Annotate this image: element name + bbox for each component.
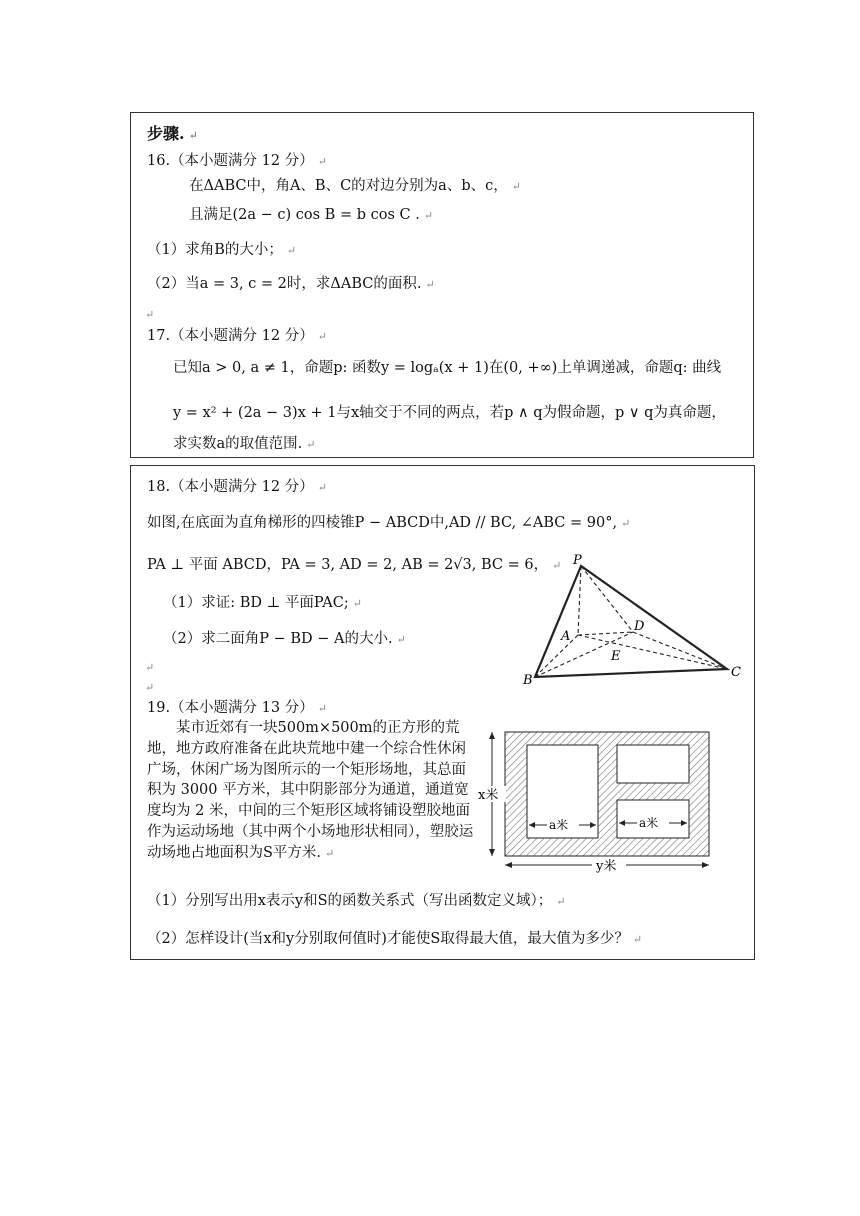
q18-line2: PA ⊥ 平面 ABCD，PA = 3, AD = 2, AB = 2√3, BC = 6， ↵ (147, 557, 562, 573)
q18-header: 18.（本小题满分 12 分） ↵ (147, 479, 327, 495)
problem-box-2 (130, 465, 755, 960)
steps-label: 步骤. ↵ (147, 124, 198, 143)
para-mark: ↵ (145, 681, 155, 694)
label-x: x米 (478, 788, 499, 803)
q19-paragraph: 某市近郊有一块500m×500m的正方形的荒地，地方政府准备在此块荒地中建一个综合性休闲广场，休闲广场为图所示的一个矩形场地，其总面积为 3000 平方米，其中阴影部分为通道，通道宽度均为 2 米，中间的三个矩形区域将铺设塑胶地面作为运动场地（其中两个小场地形状相同），塑胶运动场地占地面积为S平方米. ↵ (147, 720, 474, 861)
q17-header: 17.（本小题满分 12 分） ↵ (147, 328, 327, 344)
field-figure (474, 724, 716, 876)
q19-header: 19.（本小题满分 13 分） ↵ (147, 700, 327, 716)
q16-header: 16.（本小题满分 12 分） ↵ (147, 153, 327, 169)
q16-line1: 在ΔABC中，角A、B、C的对边分别为a、b、c， ↵ (189, 178, 521, 194)
q19-part2: （2）怎样设计(当x和y分别取何值时)才能使S取得最大值，最大值为多少？ ↵ (147, 931, 643, 947)
q17-line1: 已知a > 0, a ≠ 1，命题p: 函数y = logₐ(x + 1)在(0, +∞)上单调递减，命题q: 曲线 (173, 360, 722, 376)
para-mark: ↵ (145, 661, 155, 674)
q17-line2: y = x² + (2a − 3)x + 1与x轴交于不同的两点，若p ∧ q为假命题，p ∨ q为真命题， (173, 405, 726, 421)
q16-part1: （1）求角B的大小； ↵ (147, 242, 297, 258)
label-C: C (731, 665, 741, 680)
pyramid-figure (521, 552, 751, 692)
label-B: B (523, 673, 533, 688)
problem-box-1 (130, 112, 754, 458)
label-a2: a米 (639, 816, 659, 830)
q16-line2: 且满足(2a − c) cos B = b cos C . ↵ (189, 207, 434, 223)
para-mark: ↵ (145, 308, 155, 321)
q17-line3: 求实数a的取值范围. ↵ (173, 436, 316, 452)
label-y: y米 (596, 859, 617, 874)
q18-part2: （2）求二面角P − BD − A的大小. ↵ (163, 631, 406, 647)
label-D: D (634, 619, 645, 634)
label-A: A (561, 629, 571, 644)
label-P: P (573, 553, 582, 568)
q19-part1: （1）分别写出用x表示y和S的函数关系式（写出函数定义域）； ↵ (147, 893, 566, 909)
q18-line1: 如图,在底面为直角梯形的四棱锥P − ABCD中,AD // BC, ∠ABC = 90°, ↵ (147, 515, 631, 531)
label-a1: a米 (549, 818, 569, 832)
label-E: E (611, 649, 621, 664)
q16-part2: （2）当a = 3, c = 2时，求ΔABC的面积. ↵ (147, 276, 435, 292)
q18-part1: （1）求证: BD ⊥ 平面PAC; ↵ (163, 595, 362, 611)
